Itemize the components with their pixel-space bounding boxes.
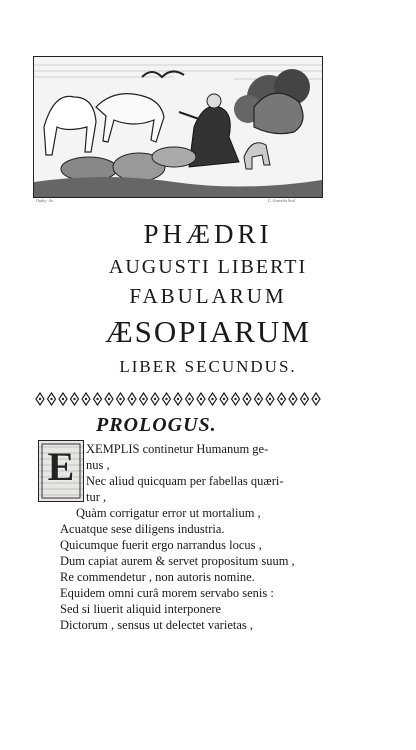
ornament-dot bbox=[211, 398, 213, 400]
ornament-dot bbox=[50, 398, 52, 400]
verse-line-7: Quicumque fuerit ergo narrandus locus , bbox=[60, 538, 262, 552]
ornament-dot bbox=[85, 398, 87, 400]
ornament-dot bbox=[303, 398, 305, 400]
verse-line-11: Sed si liuerit aliquid interponere bbox=[60, 602, 222, 616]
ornament-dot bbox=[257, 398, 259, 400]
ornament-pattern bbox=[34, 389, 324, 409]
ornament-dot bbox=[131, 398, 133, 400]
prologue-heading: PROLOGUS. bbox=[96, 414, 217, 436]
engraver-credit-right: C. Gravelot Scul. bbox=[268, 198, 296, 203]
engraving-illustration bbox=[34, 57, 322, 197]
title-line-aesopiarum: ÆSOPIARUM bbox=[105, 314, 311, 349]
ornament-dot bbox=[223, 398, 225, 400]
ornament-dot bbox=[39, 398, 41, 400]
title-line-author: PHÆDRI bbox=[143, 219, 273, 249]
verse-line-8: Dum capiat aurem & servet propositum suum , bbox=[60, 554, 295, 568]
ornament-dot bbox=[280, 398, 282, 400]
decorated-initial bbox=[38, 440, 84, 502]
ornament-dot bbox=[165, 398, 167, 400]
title-line-fabularum: FABULARUM bbox=[129, 284, 287, 308]
verse-line-6: Acuatque sese diligens industria. bbox=[60, 522, 225, 536]
ornament-dot bbox=[62, 398, 64, 400]
verse-line-2: nus , bbox=[86, 458, 110, 472]
ornament-dot bbox=[96, 398, 98, 400]
verse-line-4: tur , bbox=[86, 490, 107, 504]
title-line-book: LIBER SECUNDUS. bbox=[119, 357, 297, 376]
verse-line-1: XEMPLIS continetur Humanum ge- bbox=[86, 442, 269, 456]
title-line-epithet: AUGUSTI LIBERTI bbox=[108, 256, 308, 278]
ornament-dot bbox=[292, 398, 294, 400]
ornament-dot bbox=[177, 398, 179, 400]
verse-line-10: Equidem omni curâ morem servabo senis : bbox=[60, 586, 274, 600]
engraving-vignette bbox=[33, 56, 323, 198]
ornament-dot bbox=[315, 398, 317, 400]
ornament-dot bbox=[154, 398, 156, 400]
ornament-dot bbox=[269, 398, 271, 400]
ornament-dot bbox=[108, 398, 110, 400]
ornament-dot bbox=[188, 398, 190, 400]
ornament-dot bbox=[200, 398, 202, 400]
ornament-dot bbox=[119, 398, 121, 400]
ornament-dot bbox=[234, 398, 236, 400]
initial-letter: E bbox=[47, 444, 75, 489]
ornament-dot bbox=[142, 398, 144, 400]
ornamental-band bbox=[34, 389, 324, 409]
verse-line-3: Nec aliud quicquam per fabellas quæri- bbox=[86, 474, 284, 488]
verse-line-5: Quàm corrigatur error ut mortalium , bbox=[76, 506, 261, 520]
ornament-dot bbox=[246, 398, 248, 400]
engraver-credit-left: Oudry · In. bbox=[36, 198, 54, 203]
verse-line-12: Dictorum , sensus ut delectet varietas , bbox=[60, 618, 253, 632]
ornament-dot bbox=[73, 398, 75, 400]
verse-line-9: Re commendetur , non autoris nomine. bbox=[60, 570, 255, 584]
